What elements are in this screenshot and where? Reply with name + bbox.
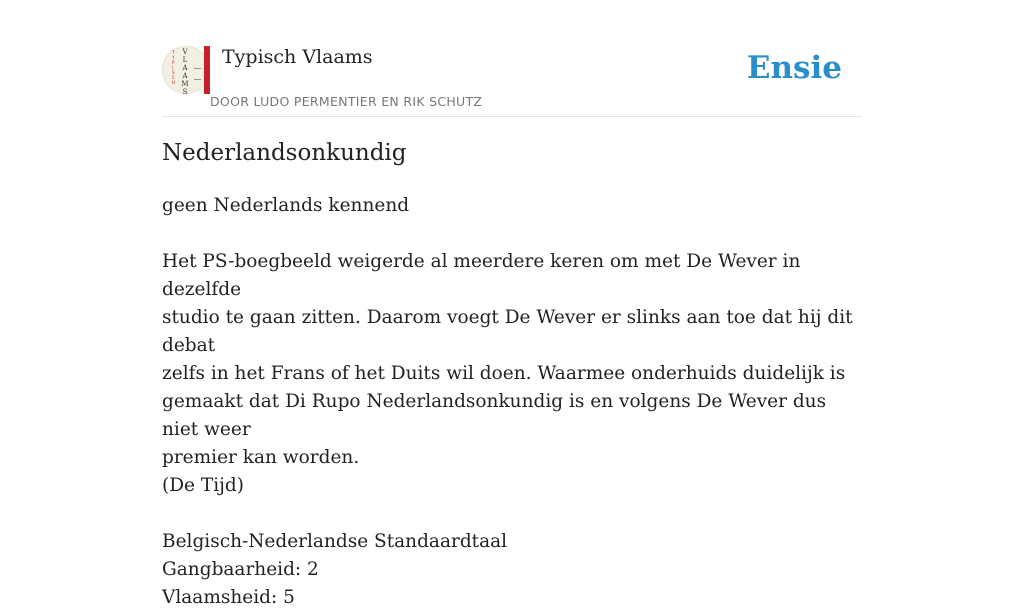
cover-title-letters: V L A A M S xyxy=(181,48,189,96)
spacer xyxy=(162,220,862,248)
entry-gangbaarheid: Gangbaarheid: 2 xyxy=(162,559,319,580)
example-line: zelfs in het Frans of het Duits wil doen. Waarmee onderhuids duidelijk is xyxy=(162,363,846,384)
cover-red-letters: T Y P I S C H xyxy=(172,50,176,85)
entry-vlaamsheid: Vlaamsheid: 5 xyxy=(162,587,295,608)
example-source: (De Tijd) xyxy=(162,475,244,496)
book-title-link[interactable]: Typisch Vlaams xyxy=(222,46,373,68)
example-line: gemaakt dat Di Rupo Nederlandsonkundig is en volgens De Wever dus niet weer xyxy=(162,391,827,440)
example-line: Het PS-boegbeeld weigerde al meerdere keren om met De Wever in dezelfde xyxy=(162,251,801,300)
cover-decoration xyxy=(194,68,201,80)
entry-header xyxy=(162,44,862,117)
ensie-logo-link[interactable]: Ensie xyxy=(746,50,842,86)
book-cover-icon[interactable] xyxy=(162,46,210,94)
entry-definition: geen Nederlands kennend xyxy=(162,195,410,216)
spacer xyxy=(162,500,862,528)
entry-content xyxy=(162,192,862,612)
entry-title: Nederlandsonkundig xyxy=(162,140,407,166)
entry-register: Belgisch-Nederlandse Standaardtaal xyxy=(162,531,508,552)
cover-spine xyxy=(204,46,210,94)
example-line: premier kan worden. xyxy=(162,447,360,468)
book-authors: DOOR LUDO PERMENTIER EN RIK SCHUTZ xyxy=(210,94,483,109)
example-line: studio te gaan zitten. Daarom voegt De Wever er slinks aan toe dat hij dit debat xyxy=(162,307,853,356)
